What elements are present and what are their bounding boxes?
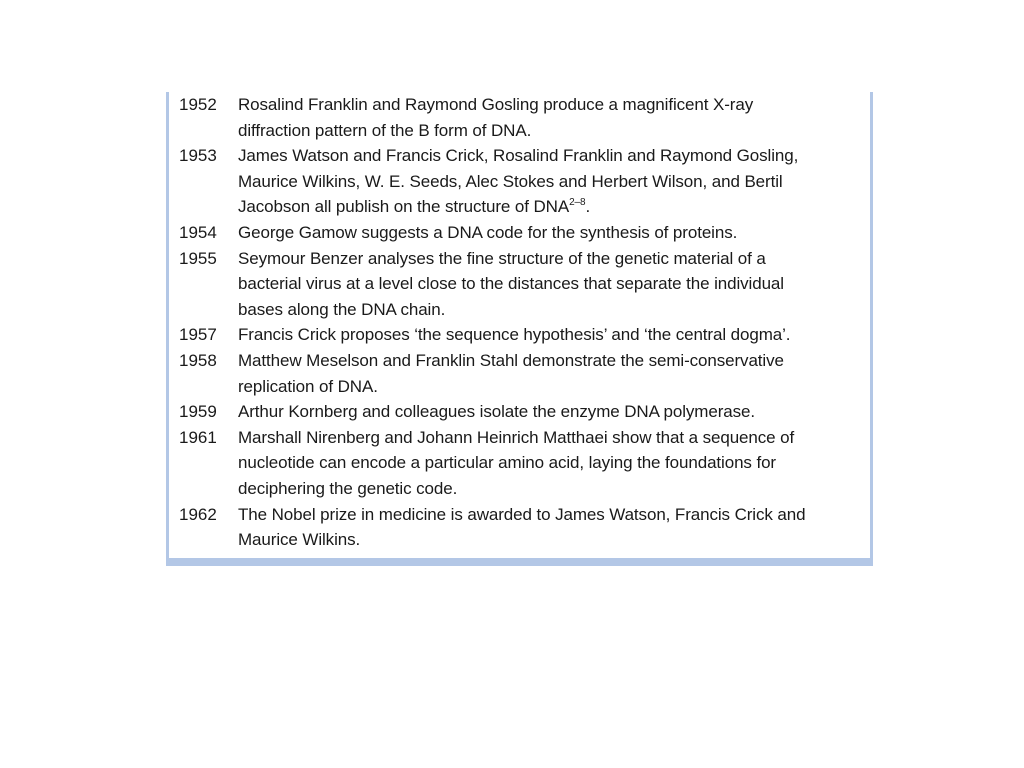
entry-text [238,348,864,399]
entry-text [238,246,864,323]
entry-line: Maurice Wilkins. [238,530,361,550]
entry-year: 1955 [179,248,217,268]
entry-line: Arthur Kornberg and colleagues isolate the enzyme DNA polymerase. [238,402,756,422]
timeline-entry-1953 [179,143,864,220]
entry-line: Matthew Meselson and Franklin Stahl demonstrate the semi-conservative [238,350,784,370]
entry-year: 1961 [179,427,217,447]
timeline-entry-1955 [179,246,864,323]
timeline-entry-1961 [179,425,864,502]
entry-line: diffraction pattern of the B form of DNA. [238,120,532,140]
timeline-entry-1957 [179,322,864,348]
entry-text [238,143,864,220]
entry-line: Jacobson all publish on the structure of DNA [238,197,570,217]
entry-line: George Gamow suggests a DNA code for the synthesis of proteins. [238,222,738,242]
entry-line: nucleotide can encode a particular amino acid, laying the foundations for [238,453,776,473]
entry-year: 1958 [179,350,217,370]
entry-line: bacterial virus at a level close to the distances that separate the individual [238,274,784,294]
entry-line: Seymour Benzer analyses the fine structure of the genetic material of a [238,248,766,268]
entry-text [238,322,864,348]
timeline-entry-1952 [179,92,864,143]
entry-line: deciphering the genetic code. [238,478,458,498]
entry-year: 1954 [179,222,217,242]
entry-line-tail: . [585,197,591,217]
entry-line: Marshall Nirenberg and Johann Heinrich Matthaei show that a sequence of [238,427,795,447]
entry-year: 1953 [179,146,217,166]
timeline-box [166,92,873,566]
timeline-entries [179,92,864,553]
entry-text [238,92,864,143]
entry-line: The Nobel prize in medicine is awarded to James Watson, Francis Crick and [238,504,806,524]
reference-superscript: 2–8 [569,197,586,209]
entry-line: bases along the DNA chain. [238,299,446,319]
entry-line-with-reference [238,194,864,220]
entry-line: Maurice Wilkins, W. E. Seeds, Alec Stokes and Herbert Wilson, and Bertil [238,171,783,191]
entry-line: Francis Crick proposes ‘the sequence hypothesis’ and ‘the central dogma’. [238,325,791,345]
entry-year: 1952 [179,95,217,114]
entry-text [238,399,864,425]
entry-text [238,425,864,502]
entry-year: 1962 [179,504,217,524]
timeline-entry-1954 [179,220,864,246]
entry-year: 1957 [179,325,217,345]
entry-year: 1959 [179,402,217,422]
entry-text [238,220,864,246]
timeline-entry-1958 [179,348,864,399]
entry-line: James Watson and Francis Crick, Rosalind Franklin and Raymond Gosling, [238,146,799,166]
timeline-entry-1959 [179,399,864,425]
timeline-entry-1962 [179,502,864,553]
entry-line: Rosalind Franklin and Raymond Gosling produce a magnificent X-ray [238,95,754,114]
entry-line: replication of DNA. [238,376,378,396]
entry-text [238,502,864,553]
